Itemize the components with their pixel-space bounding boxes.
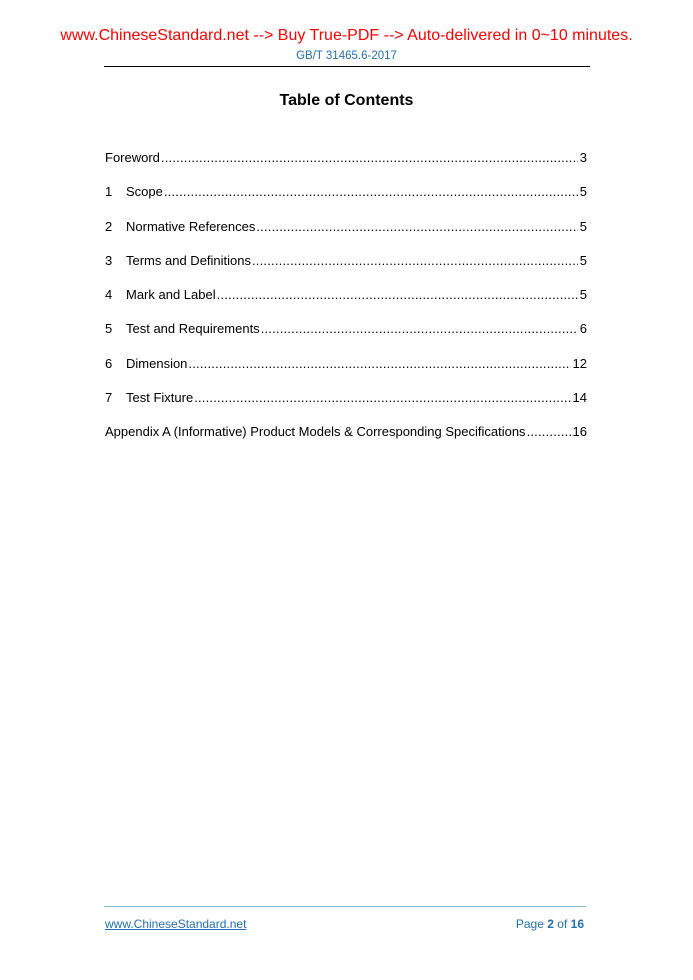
- toc-entry-label: Mark and Label: [126, 287, 216, 303]
- toc-entry-number: 2: [105, 218, 113, 234]
- toc-entry-page: 5: [579, 218, 587, 234]
- toc-entry-page: 5: [579, 252, 587, 268]
- toc-entry-number: 4: [105, 287, 113, 303]
- toc-entry-number: 7: [105, 390, 113, 406]
- toc-entry-label: Foreword: [105, 150, 160, 165]
- toc-entry-page: 3: [579, 150, 587, 165]
- toc-entry-normative-references[interactable]: [105, 219, 587, 253]
- toc-leader-dots: [527, 424, 571, 439]
- toc-leader-dots: [256, 219, 577, 234]
- current-page-number: 2: [547, 917, 554, 931]
- page-prefix: Page: [515, 917, 544, 931]
- toc-leader-dots: [252, 253, 578, 268]
- toc-entry-number: 1: [105, 184, 113, 200]
- toc-entry-terms-and-definitions[interactable]: [105, 253, 587, 287]
- toc-entry-page: 12: [572, 355, 587, 371]
- footer-website-link[interactable]: www.ChineseStandard.net: [105, 917, 247, 931]
- toc-leader-dots: [261, 321, 578, 336]
- toc-leader-dots: [188, 356, 570, 371]
- toc-title: Table of Contents: [279, 92, 414, 109]
- toc-entry-label: Test and Requirements: [126, 321, 260, 337]
- toc-entry-page: 16: [572, 424, 587, 440]
- page-number-indicator: [516, 917, 584, 931]
- toc-entry-mark-and-label[interactable]: [105, 287, 587, 321]
- toc-entry-number: 6: [105, 355, 113, 371]
- toc-entry-appendix-a[interactable]: [105, 424, 587, 458]
- toc-entry-test-fixture[interactable]: [105, 390, 587, 424]
- toc-entry-test-and-requirements[interactable]: [105, 321, 587, 355]
- total-pages-number: 16: [570, 917, 584, 931]
- toc-leader-dots: [194, 390, 570, 405]
- toc-leader-dots: [164, 184, 578, 199]
- purchase-banner: www.ChineseStandard.net --> Buy True-PDF --> Auto-delivered in 0~10 minutes.: [60, 27, 633, 44]
- toc-entry-dimension[interactable]: [105, 356, 587, 390]
- toc-entry-page: 5: [579, 287, 587, 303]
- toc-entry-number: 3: [105, 252, 113, 268]
- toc-entry-label: Appendix A (Informative) Product Models & Corresponding Specifications: [105, 424, 526, 440]
- toc-entry-label: Terms and Definitions: [126, 252, 251, 268]
- toc-leader-dots: [217, 287, 578, 302]
- toc-leader-dots: [161, 150, 578, 165]
- header-divider: [104, 66, 590, 67]
- page-of-label: of: [557, 917, 568, 931]
- toc-entry-page: 5: [579, 184, 587, 200]
- toc-entry-foreword[interactable]: [105, 150, 587, 184]
- toc-entry-page: 14: [572, 390, 587, 406]
- toc-entry-label: Normative References: [126, 218, 256, 234]
- toc-entry-label: Test Fixture: [126, 390, 194, 406]
- standard-code: GB/T 31465.6-2017: [296, 50, 397, 62]
- toc-entry-label: Dimension: [126, 355, 188, 371]
- toc-entry-number: 5: [105, 321, 113, 337]
- toc-entry-label: Scope: [126, 184, 163, 200]
- toc-entry-scope[interactable]: [105, 184, 587, 218]
- table-of-contents: [105, 150, 587, 459]
- footer-divider: [104, 906, 586, 907]
- toc-entry-page: 6: [579, 321, 587, 337]
